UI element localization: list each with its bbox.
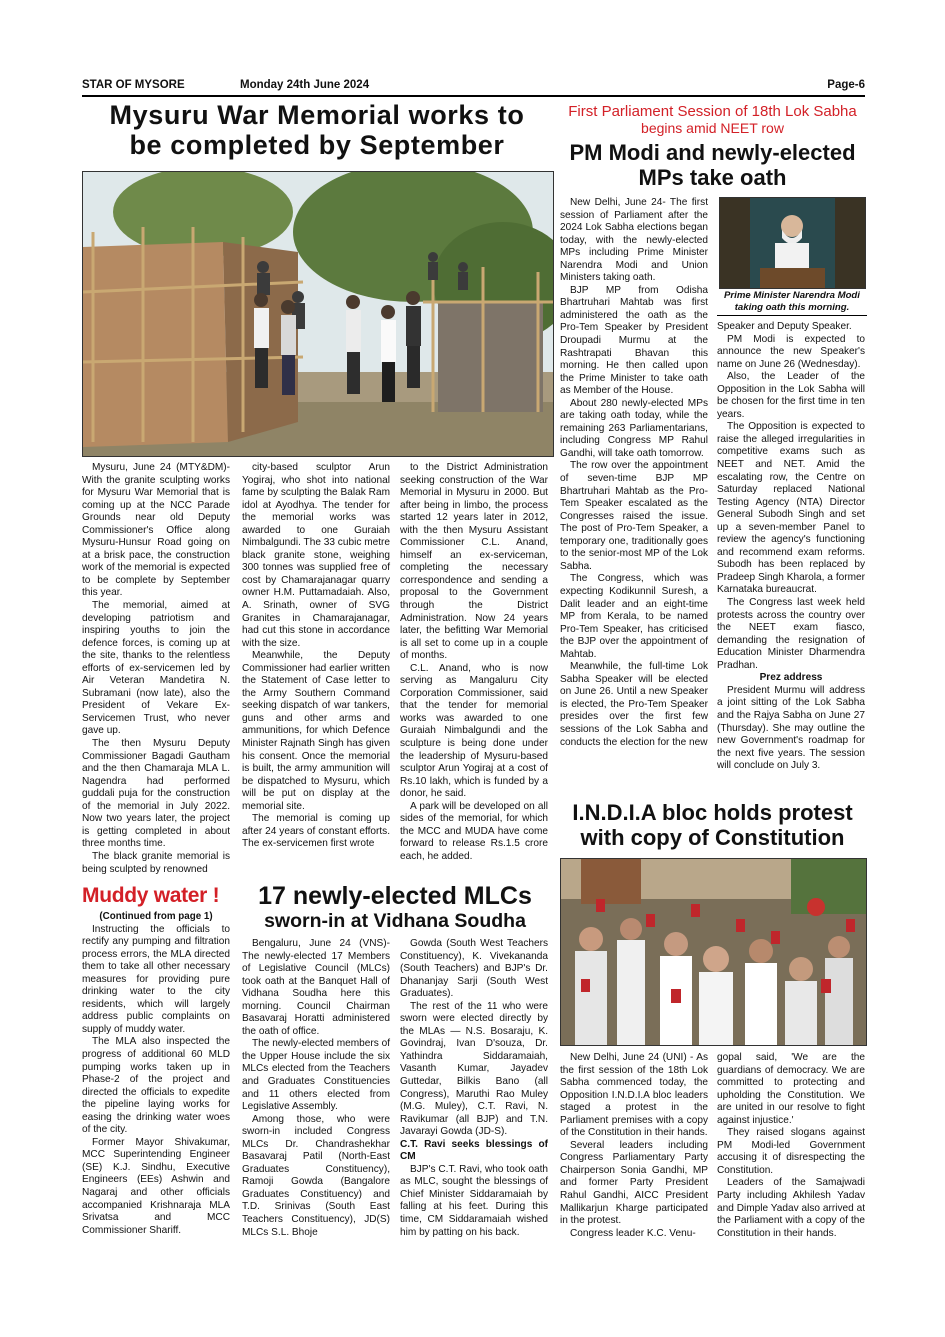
mlc-para: Bengaluru, June 24 (VNS)- The newly-elected 17 Members of Legislative Council (MLCs) took oath at the Banquet Hall of Vidhana Soudha here this morning. Council Chairman Basavaraj Horatti administered the oath of office.: [242, 938, 390, 1037]
lok-sabha-headline: [560, 140, 865, 191]
kicker-line2: begins amid NEET row: [641, 120, 784, 136]
war-memorial-para: The memorial, aimed at developing patriotism and inspiring youths to join the defence forces, is coming up at the site, thanks to the relentless efforts of ex-servicemen led by Air Veteran Mandetira N. Subramani (now late), also the President of Vekare Ex-Servicemen Trust, who never gave up.: [82, 600, 230, 737]
war-memorial-para: Meanwhile, the Deputy Commissioner had earlier written the Statement of Case letter to the Army Southern Command seeking dispatch of war tankers, guns and other arms and ammunitions, for which Defence Minister Rajnath Singh has given his consent. Once the memorial is built, the army ammunition will be dispatched to Mysuru, which will be put on display at the memorial site.: [242, 650, 390, 812]
india-bloc-column-1: [560, 1052, 708, 1240]
war-memorial-para: The then Mysuru Deputy Commissioner Bagadi Gautham and the then Chamaraja MLA L. Nagendra had performed guddali puja for the construction of the memorial in July 2022. Now two years later, the project is getting completed in about three months time.: [82, 738, 230, 850]
prez-address-subhead: Prez address: [759, 672, 823, 684]
lok-sabha-column-1: [560, 197, 708, 749]
muddy-water-para: The MLA also inspected the progress of additional 60 MLD pumping works taken up in Phase-2 of the project and directed the officials to expedite the pipeline laying works for easing the drinking water woes of the city.: [82, 1036, 230, 1136]
india-bloc-para: gopal said, 'We are the guardians of democracy. We are committed to protecting and upholding the Constitution. We are united in our resolve to fight against injustice.': [717, 1052, 865, 1126]
mlc-para: Gowda (South West Teachers Constituency), K. Vivekananda (South Teachers) and BJP's Dr. Dhananjay Sarji (South West Graduates).: [400, 938, 548, 1000]
lok-sabha-column-2: [717, 321, 865, 773]
mlc-para: Among those, who were sworn-in included Congress MLCs Dr. Chandrashekhar Basavaraj Patil (North-East Graduates Constituency), Ramoji Gowda (Bangalore Graduates Constituency) and T.D. Srinivas (South East Teachers Constituency), JD(S) MLCs S.L. Bhoje: [242, 1113, 390, 1238]
mlc-headline-line1: 17 newly-elected MLCs: [258, 882, 532, 910]
india-bloc-para: Congress leader K.C. Venu-: [570, 1227, 696, 1239]
page-number: Page-6: [827, 79, 865, 91]
war-memorial-headline-line1: Mysuru War Memorial works to: [109, 100, 525, 130]
lok-sabha-para: BJP MP from Odisha Bhartruhari Mahtab was first administered the oath as the Pro-Tem Speaker by President Droupadi Murmu at the Rashtrapati Bhavan this morning. He then called upon the Prime Minister to take oath as Member of the House.: [560, 284, 708, 397]
mlc-para: The rest of the 11 who were sworn were elected directly by the MLAs — N.S. Bosaraju, K. Govindraj, Ivan D'souza, Dr. Yathindra Siddaramaiah, Vasanth Kumar, Jayadev Guttedar, Bilkis Bano (all Congress), Maruthi Rao Muley (M.G. Muley), C.T. Ravi, N. Ravikumar (all BJP) and T.N. Javarayi Gowda (JD-S).: [400, 1000, 548, 1138]
lok-sabha-para: Speaker and Deputy Speaker.: [717, 321, 852, 332]
muddy-water-column: [82, 911, 230, 1237]
war-memorial-para: A park will be developed on all sides of the memorial, for which the MCC and MUDA have come forward to release Rs.1.5 crore each, he added.: [400, 800, 548, 862]
war-memorial-column-1: [82, 462, 230, 876]
lok-sabha-headline-line2: MPs take oath: [638, 165, 787, 191]
lok-sabha-para: About 280 newly-elected MPs are taking oath today, while the remaining 263 Parliamentarians, including Congress MP Rahul Gandhi, will take oath tomorrow.: [560, 397, 708, 459]
war-memorial-column-3: [400, 462, 548, 864]
war-memorial-para: Mysuru, June 24 (MTY&DM)- With the granite sculpting works for Mysuru War Memorial that is coming up at the NCC Parade Grounds near old Deputy Commissioner's Office along Mysuru-Hunsur Road going on at a brisk pace, the construction work of the memorial is expected to be complete by September this year.: [82, 462, 230, 599]
war-memorial-column-2: [242, 462, 390, 851]
caption-rule: [717, 315, 867, 316]
kicker-line1: First Parliament Session of 18th Lok Sabha: [568, 103, 857, 120]
india-bloc-headline: [560, 800, 865, 851]
lok-sabha-para: The row over the appointment of seven-time BJP MP Bhartruhari Mahtab as the Pro-Tem Speaker escalated as the Congresses raised the issue. The post of Pro-Tem Speaker, a temporary one, traditionally goes to the senior-most MP of the Lok Sabha.: [560, 460, 708, 572]
lok-sabha-para: New Delhi, June 24- The first session of Parliament after the 2024 Lok Sabha elections began today, with the newly-elected MPs including Prime Minister Narendra Modi and Union Ministers taking oath.: [560, 197, 708, 284]
mlc-column-2: [400, 938, 548, 1239]
muddy-water-headline: [82, 884, 232, 908]
mlc-headline: [238, 882, 552, 932]
war-memorial-para: to the District Administration seeking construction of the War Memorial in Mysuru in 2000. But after being in limbo, the process started 12 years later in 2012, with the then Mysuru Assistant Commissioner C.L. Anand, himself an ex-serviceman, completing the necessary correspondence and sending a proposal to the Government through the District Administration. Now 24 years later, the befitting War Memorial is all set to come up in a couple of months.: [400, 462, 548, 662]
lok-sabha-para: The Opposition is expected to raise the alleged irregularities in competitive exams such as NEET and NET. Amid the escalating row, the Centre on Saturday replaced National Testing Agency (NTA) Director General Subodh Singh and set up a seven-member Panel to review the agency's functioning and recommend exam reforms. Subodh has been replaced by Pradeep Singh Kharola, a former Karnataka bureaucrat.: [717, 421, 865, 596]
lok-sabha-para: The Congress last week held protests across the country over the NEET exam fiasco, demanding the resignation of Education Minister Dharmendra Pradhan.: [717, 597, 865, 671]
india-bloc-para: Leaders of the Samajwadi Party including Akhilesh Yadav and Dimple Yadav also arrived at the Parliament with a copy of the Constitution in their hands.: [717, 1177, 865, 1239]
modi-oath-illustration: [720, 198, 865, 288]
war-memorial-para: C.L. Anand, who is now serving as Mangaluru City Corporation Commissioner, said that the tender for memorial works was awarded to one Guraiah Nimbalgundi and the sculpture is being done under the leadership of Mysuru-based sculptor Arun Yogiraj at a cost of Rs.10 lakh, which is funded by a donor, he said.: [400, 662, 548, 800]
continued-note: (Continued from page 1): [99, 911, 213, 922]
war-memorial-para: The memorial is coming up after 24 years of constant efforts. The ex-servicemen first wrote: [242, 813, 390, 850]
india-bloc-para: New Delhi, June 24 (UNI) - As the first session of the 18th Lok Sabha commenced today, the Opposition I.N.D.I.A bloc leaders staged a protest in the Parliament premises with a copy of the Constitution in their hands.: [560, 1052, 708, 1139]
war-memorial-headline-line2: be completed by September: [129, 130, 505, 161]
masthead-rule: [82, 95, 865, 97]
modi-oath-photo: [719, 197, 866, 289]
mlc-headline-line2: sworn-in at Vidhana Soudha: [264, 909, 526, 932]
mlc-para: BJP's C.T. Ravi, who took oath as MLC, sought the blessings of Chief Minister Siddaramaiah by falling at his feet. During this time, CM Siddaramaiah wished him by patting on his back.: [400, 1163, 548, 1238]
lok-sabha-para: PM Modi is expected to announce the new Speaker's name on June 26 (Wednesday).: [717, 333, 865, 370]
india-bloc-headline-line2: with copy of Constitution: [580, 825, 845, 851]
muddy-water-title: Muddy water !: [82, 884, 220, 907]
war-memorial-headline: [82, 100, 552, 161]
muddy-water-para: Instructing the officials to rectify any pumping and filtration process errors, the MLA directed them to take all other necessary measures for providing pure drinking water to the city residents, which will largely address public complaints on supply of muddy water.: [82, 923, 230, 1035]
caption-line1: Prime Minister Narendra Modi: [724, 290, 860, 301]
modi-photo-caption: [717, 290, 867, 313]
issue-date: Monday 24th June 2024: [240, 79, 370, 91]
masthead: [82, 79, 865, 95]
india-bloc-headline-line1: I.N.D.I.A bloc holds protest: [572, 800, 853, 825]
mlc-para: The newly-elected members of the Upper House include the six MLCs elected from the Teachers and Graduates Constituencies and 11 others elected from Legislative Assembly.: [242, 1038, 391, 1113]
india-bloc-column-2: [717, 1052, 865, 1240]
india-bloc-para: They raised slogans against PM Modi-led Government accusing it of disrespecting the Constitution.: [717, 1127, 865, 1176]
mlc-column-1: [242, 938, 390, 1239]
muddy-water-para: Former Mayor Shivakumar, MCC Superintending Engineer (SE) K.J. Sindhu, Executive Engineers (EEs) Ashwin and Nagaraj and other officials accompanied Krishnaraja MLA Srivatsa and MCC Commissioner Shariff.: [82, 1136, 230, 1236]
lok-sabha-para: Also, the Leader of the Opposition in the Lok Sabha will be chosen for the first time in ten years.: [717, 371, 865, 420]
india-bloc-illustration: [561, 859, 866, 1045]
lok-sabha-kicker: [560, 103, 865, 136]
mlc-subhead: C.T. Ravi seeks blessings of CM: [400, 1138, 548, 1163]
lok-sabha-para: The Congress, which was expecting Kodikunnil Suresh, a Dalit leader and an eight-time MP from Kerala, to be named Pro-Tem Speaker, has criticised the BJP over the appointment of Mahtab.: [560, 573, 708, 660]
lok-sabha-para: President Murmu will address a joint sitting of the Lok Sabha and the Rajya Sabha on June 27 (Thursday). She may outline the new Government's roadmap for the next five years. The session will conclude on July 3.: [717, 684, 865, 772]
india-bloc-para: Several leaders including Congress Parliamentary Party Chairperson Sonia Gandhi, MP and former Party President Rahul Gandhi, AICC President Mallikarjun Kharge participated in the protest.: [560, 1139, 708, 1227]
india-bloc-photo: [560, 858, 867, 1046]
caption-line2: taking oath this morning.: [734, 301, 850, 313]
war-memorial-para: The black granite memorial is being sculpted by renowned: [82, 850, 230, 875]
lok-sabha-headline-line1: PM Modi and newly-elected: [569, 140, 856, 165]
publication-name: STAR OF MYSORE: [82, 79, 185, 91]
war-memorial-photo-illustration: [83, 172, 553, 456]
war-memorial-photo: [82, 171, 554, 457]
war-memorial-para: city-based sculptor Arun Yogiraj, who shot into national fame by sculpting the Balak Ram idol at Ayodhya. The tender for the memorial works was awarded to one Guraiah Nimbalgundi. The 33 cubic metre black granite stone, weighing 300 tonnes was supplied free of cost by Chamarajanagar quarry owner H.M. Puttamadaiah. Also, A. Srinath, owner of SVG Granites in Chamarajanagar, had cut this stone in accordance with the size.: [242, 462, 390, 649]
lok-sabha-para: Meanwhile, the full-time Lok Sabha Speaker will be elected on June 26. Until a new Speaker is elected, the Pro-Tem Speaker presides over the first few sessions of the Lok Sabha and conducts the election for the new: [560, 661, 708, 748]
